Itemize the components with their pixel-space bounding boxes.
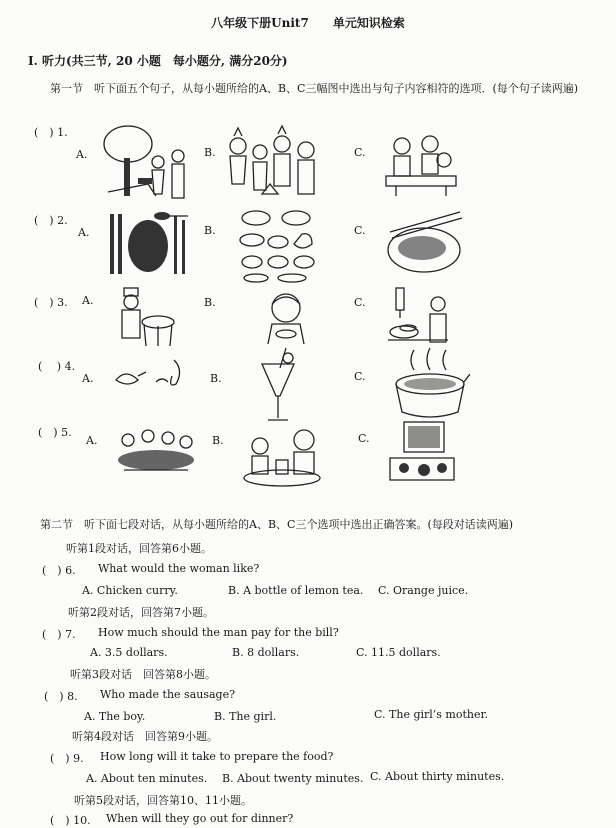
answer-option: B. The girl. — [214, 710, 277, 723]
dinner-party-picture — [114, 426, 198, 476]
dialogue-intro: 听第5段对话，回答第10、11小题。 — [74, 794, 252, 807]
dialogue-intro: 听第4段对话 回答第9小题。 — [72, 730, 218, 743]
option-label: B. — [212, 434, 224, 447]
family-table-picture — [382, 126, 460, 198]
option-label: A. — [78, 226, 90, 239]
answer-option: B. About twenty minutes. — [222, 772, 364, 785]
question-text: What would the woman like? — [98, 562, 260, 575]
option-label: A. — [82, 372, 94, 385]
question-number: ( ) 8. — [44, 690, 78, 703]
washing-dishes-picture — [386, 284, 452, 348]
answer-option: A. Chicken curry. — [82, 584, 178, 597]
dialogue-intro: 听第3段对话 回答第8小题。 — [70, 668, 216, 681]
question-text: When will they go out for dinner? — [106, 812, 294, 825]
tv-food-picture — [386, 418, 458, 484]
question-number: ( ) 1. — [34, 126, 68, 139]
option-label: B. — [210, 372, 222, 385]
answer-option: A. 3.5 dollars. — [90, 646, 168, 659]
option-label: A. — [86, 434, 98, 447]
family-birthday-picture — [242, 424, 326, 488]
teapot-cups-picture — [110, 354, 186, 394]
option-label: B. — [204, 296, 216, 309]
answer-option: C. About thirty minutes. — [370, 770, 505, 783]
option-label: C. — [358, 432, 370, 445]
question-number: ( ) 10. — [50, 814, 91, 827]
cocktail-glass-picture — [258, 344, 298, 424]
question-text: How much should the man pay for the bill? — [98, 626, 339, 639]
option-label: A. — [82, 294, 94, 307]
question-number: ( ) 6. — [42, 564, 76, 577]
question-text: Who made the sausage? — [100, 688, 235, 701]
hot-pot-picture — [390, 346, 470, 424]
question-number: ( ) 5. — [38, 426, 72, 439]
page-title: 八年级下册Unit7 单元知识检索 — [211, 16, 405, 30]
question-number: ( ) 7. — [42, 628, 76, 641]
question-text: How long will it take to prepare the food? — [100, 750, 334, 763]
answer-option: C. 11.5 dollars. — [356, 646, 441, 659]
answer-option: C. Orange juice. — [378, 584, 469, 597]
option-label: C. — [354, 370, 366, 383]
picnic-picture — [98, 122, 193, 202]
option-label: B. — [204, 146, 216, 159]
knife-fork-plate-picture — [104, 206, 190, 278]
dialogue-intro: 听第2段对话，回答第7小题。 — [68, 606, 214, 619]
answer-option: C. The girl’s mother. — [374, 708, 489, 721]
dialogue-intro: 听第1段对话，回答第6小题。 — [66, 542, 212, 555]
question-number: ( ) 4. — [38, 360, 76, 373]
option-label: C. — [354, 146, 366, 159]
part2-instruction: 第二节 听下面七段对话，从每小题所给的A、B、C三个选项中选出正确答案。(每段对话读两遍) — [40, 518, 514, 531]
noodles-chopsticks-picture — [384, 208, 464, 278]
question-number: ( ) 3. — [34, 296, 68, 309]
answer-option: B. 8 dollars. — [232, 646, 300, 659]
answer-option: A. The boy. — [84, 710, 146, 723]
answer-option: A. About ten minutes. — [86, 772, 208, 785]
girl-eating-picture — [262, 290, 312, 346]
chef-cooking-picture — [118, 286, 178, 350]
answer-option: B. A bottle of lemon tea. — [228, 584, 364, 597]
option-label: C. — [354, 296, 366, 309]
question-number: ( ) 2. — [34, 214, 68, 227]
option-label: C. — [354, 224, 366, 237]
party-picture — [222, 124, 326, 202]
option-label: A. — [76, 148, 88, 161]
question-number: ( ) 9. — [50, 752, 84, 765]
part1-instruction: 第一节 听下面五个句子，从每小题所给的A、B、C三幅图中选出与句子内容相符的选项．(每个句子读两遍) — [50, 82, 579, 95]
option-label: B. — [204, 224, 216, 237]
section-heading: I. 听力(共三节, 20 小题 每小题分, 满分20分) — [28, 54, 288, 68]
kitchenware-picture — [236, 204, 326, 284]
